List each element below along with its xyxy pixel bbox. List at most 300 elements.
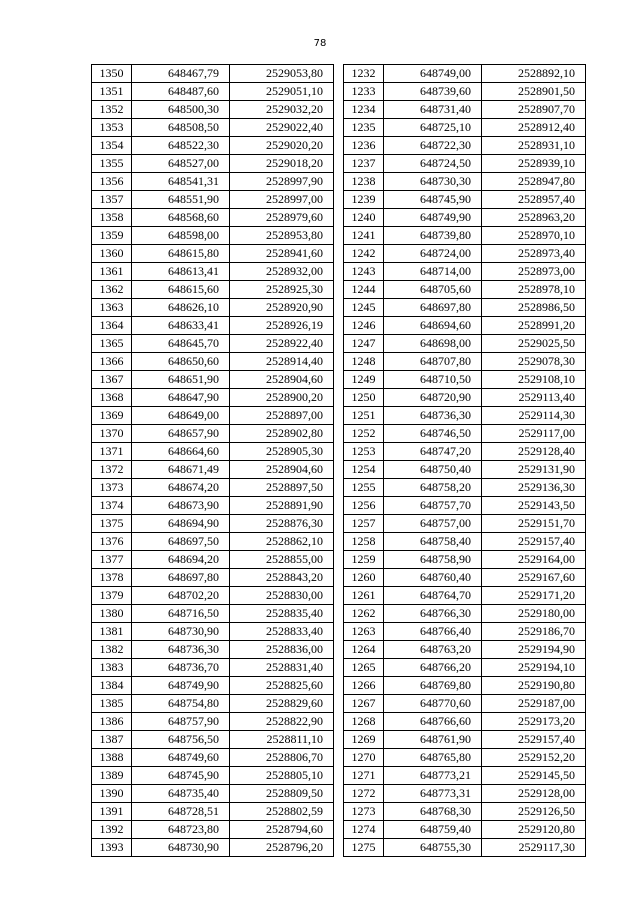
- x-coordinate-cell: 648739,80: [384, 227, 482, 245]
- y-coordinate-cell: 2529114,30: [482, 407, 586, 425]
- y-coordinate-cell: 2528809,50: [230, 785, 334, 803]
- coordinates-table-left: [91, 64, 334, 857]
- point-number-cell: 1239: [344, 191, 384, 209]
- x-coordinate-cell: 648649,00: [132, 407, 230, 425]
- point-number-cell: 1374: [92, 497, 132, 515]
- table-row: [92, 569, 334, 587]
- y-coordinate-cell: 2528855,00: [230, 551, 334, 569]
- table-row: [92, 497, 334, 515]
- x-coordinate-cell: 648725,10: [384, 119, 482, 137]
- y-coordinate-cell: 2528843,20: [230, 569, 334, 587]
- y-coordinate-cell: 2528892,10: [482, 65, 586, 83]
- y-coordinate-cell: 2528979,60: [230, 209, 334, 227]
- table-row: [344, 227, 586, 245]
- x-coordinate-cell: 648657,90: [132, 425, 230, 443]
- y-coordinate-cell: 2528805,10: [230, 767, 334, 785]
- table-row: [344, 497, 586, 515]
- y-coordinate-cell: 2528796,20: [230, 839, 334, 857]
- point-number-cell: 1272: [344, 785, 384, 803]
- x-coordinate-cell: 648650,60: [132, 353, 230, 371]
- x-coordinate-cell: 648694,60: [384, 317, 482, 335]
- y-coordinate-cell: 2529120,80: [482, 821, 586, 839]
- point-number-cell: 1386: [92, 713, 132, 731]
- y-coordinate-cell: 2528901,50: [482, 83, 586, 101]
- point-number-cell: 1370: [92, 425, 132, 443]
- x-coordinate-cell: 648745,90: [132, 767, 230, 785]
- table-row: [344, 173, 586, 191]
- point-number-cell: 1264: [344, 641, 384, 659]
- point-number-cell: 1368: [92, 389, 132, 407]
- table-row: [92, 659, 334, 677]
- table-row: [92, 83, 334, 101]
- y-coordinate-cell: 2528897,50: [230, 479, 334, 497]
- y-coordinate-cell: 2528932,00: [230, 263, 334, 281]
- point-number-cell: 1242: [344, 245, 384, 263]
- table-row: [92, 119, 334, 137]
- x-coordinate-cell: 648541,31: [132, 173, 230, 191]
- y-coordinate-cell: 2528891,90: [230, 497, 334, 515]
- table-row: [344, 839, 586, 857]
- point-number-cell: 1356: [92, 173, 132, 191]
- table-row: [344, 155, 586, 173]
- point-number-cell: 1362: [92, 281, 132, 299]
- point-number-cell: 1248: [344, 353, 384, 371]
- table-row: [92, 299, 334, 317]
- table-row: [92, 263, 334, 281]
- y-coordinate-cell: 2529145,50: [482, 767, 586, 785]
- x-coordinate-cell: 648749,90: [132, 677, 230, 695]
- point-number-cell: 1391: [92, 803, 132, 821]
- table-row: [344, 623, 586, 641]
- x-coordinate-cell: 648674,20: [132, 479, 230, 497]
- point-number-cell: 1266: [344, 677, 384, 695]
- point-number-cell: 1385: [92, 695, 132, 713]
- table-row: [344, 191, 586, 209]
- table-row: [344, 533, 586, 551]
- table-row: [344, 479, 586, 497]
- point-number-cell: 1372: [92, 461, 132, 479]
- point-number-cell: 1363: [92, 299, 132, 317]
- point-number-cell: 1384: [92, 677, 132, 695]
- table-row: [344, 821, 586, 839]
- table-row: [92, 713, 334, 731]
- point-number-cell: 1258: [344, 533, 384, 551]
- point-number-cell: 1255: [344, 479, 384, 497]
- point-number-cell: 1240: [344, 209, 384, 227]
- y-coordinate-cell: 2528953,80: [230, 227, 334, 245]
- point-number-cell: 1353: [92, 119, 132, 137]
- table-row: [92, 821, 334, 839]
- x-coordinate-cell: 648522,30: [132, 137, 230, 155]
- x-coordinate-cell: 648766,30: [384, 605, 482, 623]
- x-coordinate-cell: 648697,80: [132, 569, 230, 587]
- x-coordinate-cell: 648770,60: [384, 695, 482, 713]
- y-coordinate-cell: 2528831,40: [230, 659, 334, 677]
- y-coordinate-cell: 2529186,70: [482, 623, 586, 641]
- point-number-cell: 1275: [344, 839, 384, 857]
- table-row: [92, 551, 334, 569]
- x-coordinate-cell: 648757,70: [384, 497, 482, 515]
- point-number-cell: 1265: [344, 659, 384, 677]
- x-coordinate-cell: 648756,50: [132, 731, 230, 749]
- table-row: [344, 335, 586, 353]
- point-number-cell: 1259: [344, 551, 384, 569]
- table-row: [92, 281, 334, 299]
- point-number-cell: 1237: [344, 155, 384, 173]
- point-number-cell: 1364: [92, 317, 132, 335]
- x-coordinate-cell: 648759,40: [384, 821, 482, 839]
- x-coordinate-cell: 648773,21: [384, 767, 482, 785]
- table-row: [92, 731, 334, 749]
- table-row: [92, 767, 334, 785]
- y-coordinate-cell: 2528822,90: [230, 713, 334, 731]
- y-coordinate-cell: 2528900,20: [230, 389, 334, 407]
- table-row: [92, 785, 334, 803]
- x-coordinate-cell: 648613,41: [132, 263, 230, 281]
- y-coordinate-cell: 2528825,60: [230, 677, 334, 695]
- y-coordinate-cell: 2529143,50: [482, 497, 586, 515]
- y-coordinate-cell: 2528922,40: [230, 335, 334, 353]
- x-coordinate-cell: 648736,30: [384, 407, 482, 425]
- table-row: [344, 389, 586, 407]
- table-row: [92, 65, 334, 83]
- y-coordinate-cell: 2528876,30: [230, 515, 334, 533]
- x-coordinate-cell: 648671,49: [132, 461, 230, 479]
- y-coordinate-cell: 2529194,90: [482, 641, 586, 659]
- table-row: [92, 515, 334, 533]
- x-coordinate-cell: 648705,60: [384, 281, 482, 299]
- y-coordinate-cell: 2528806,70: [230, 749, 334, 767]
- x-coordinate-cell: 648724,00: [384, 245, 482, 263]
- y-coordinate-cell: 2528905,30: [230, 443, 334, 461]
- table-row: [344, 317, 586, 335]
- point-number-cell: 1271: [344, 767, 384, 785]
- point-number-cell: 1354: [92, 137, 132, 155]
- table-row: [344, 425, 586, 443]
- point-number-cell: 1262: [344, 605, 384, 623]
- x-coordinate-cell: 648664,60: [132, 443, 230, 461]
- x-coordinate-cell: 648755,30: [384, 839, 482, 857]
- point-number-cell: 1388: [92, 749, 132, 767]
- table-row: [92, 677, 334, 695]
- point-number-cell: 1236: [344, 137, 384, 155]
- y-coordinate-cell: 2528925,30: [230, 281, 334, 299]
- y-coordinate-cell: 2529113,40: [482, 389, 586, 407]
- table-row: [344, 209, 586, 227]
- point-number-cell: 1234: [344, 101, 384, 119]
- y-coordinate-cell: 2529053,80: [230, 65, 334, 83]
- y-coordinate-cell: 2529187,00: [482, 695, 586, 713]
- x-coordinate-cell: 648651,90: [132, 371, 230, 389]
- point-number-cell: 1377: [92, 551, 132, 569]
- table-row: [92, 335, 334, 353]
- y-coordinate-cell: 2528836,00: [230, 641, 334, 659]
- y-coordinate-cell: 2528862,10: [230, 533, 334, 551]
- y-coordinate-cell: 2528973,00: [482, 263, 586, 281]
- table-row: [344, 713, 586, 731]
- y-coordinate-cell: 2529025,50: [482, 335, 586, 353]
- x-coordinate-cell: 648615,80: [132, 245, 230, 263]
- y-coordinate-cell: 2528912,40: [482, 119, 586, 137]
- point-number-cell: 1367: [92, 371, 132, 389]
- x-coordinate-cell: 648702,20: [132, 587, 230, 605]
- point-number-cell: 1235: [344, 119, 384, 137]
- point-number-cell: 1241: [344, 227, 384, 245]
- point-number-cell: 1267: [344, 695, 384, 713]
- point-number-cell: 1351: [92, 83, 132, 101]
- x-coordinate-cell: 648730,30: [384, 173, 482, 191]
- y-coordinate-cell: 2528907,70: [482, 101, 586, 119]
- point-number-cell: 1238: [344, 173, 384, 191]
- table-row: [92, 191, 334, 209]
- y-coordinate-cell: 2528986,50: [482, 299, 586, 317]
- x-coordinate-cell: 648763,20: [384, 641, 482, 659]
- table-row: [92, 245, 334, 263]
- coordinates-table-right: [343, 64, 586, 857]
- point-number-cell: 1249: [344, 371, 384, 389]
- point-number-cell: 1360: [92, 245, 132, 263]
- point-number-cell: 1260: [344, 569, 384, 587]
- x-coordinate-cell: 648758,40: [384, 533, 482, 551]
- point-number-cell: 1352: [92, 101, 132, 119]
- table-row: [344, 461, 586, 479]
- point-number-cell: 1247: [344, 335, 384, 353]
- x-coordinate-cell: 648749,00: [384, 65, 482, 83]
- x-coordinate-cell: 648615,60: [132, 281, 230, 299]
- point-number-cell: 1371: [92, 443, 132, 461]
- table-row: [92, 101, 334, 119]
- y-coordinate-cell: 2529126,50: [482, 803, 586, 821]
- y-coordinate-cell: 2529128,40: [482, 443, 586, 461]
- table-row: [344, 443, 586, 461]
- table-row: [344, 371, 586, 389]
- table-row: [344, 659, 586, 677]
- point-number-cell: 1357: [92, 191, 132, 209]
- x-coordinate-cell: 648766,60: [384, 713, 482, 731]
- point-number-cell: 1393: [92, 839, 132, 857]
- table-row: [344, 587, 586, 605]
- point-number-cell: 1256: [344, 497, 384, 515]
- x-coordinate-cell: 648673,90: [132, 497, 230, 515]
- table-row: [92, 587, 334, 605]
- point-number-cell: 1273: [344, 803, 384, 821]
- point-number-cell: 1274: [344, 821, 384, 839]
- y-coordinate-cell: 2528970,10: [482, 227, 586, 245]
- table-row: [344, 695, 586, 713]
- table-row: [344, 353, 586, 371]
- x-coordinate-cell: 648739,60: [384, 83, 482, 101]
- y-coordinate-cell: 2528920,90: [230, 299, 334, 317]
- point-number-cell: 1263: [344, 623, 384, 641]
- table-row: [344, 65, 586, 83]
- x-coordinate-cell: 648707,80: [384, 353, 482, 371]
- point-number-cell: 1365: [92, 335, 132, 353]
- point-number-cell: 1380: [92, 605, 132, 623]
- point-number-cell: 1254: [344, 461, 384, 479]
- x-coordinate-cell: 648736,30: [132, 641, 230, 659]
- x-coordinate-cell: 648735,40: [132, 785, 230, 803]
- x-coordinate-cell: 648736,70: [132, 659, 230, 677]
- y-coordinate-cell: 2529157,40: [482, 533, 586, 551]
- y-coordinate-cell: 2528794,60: [230, 821, 334, 839]
- point-number-cell: 1355: [92, 155, 132, 173]
- y-coordinate-cell: 2529136,30: [482, 479, 586, 497]
- point-number-cell: 1390: [92, 785, 132, 803]
- y-coordinate-cell: 2529152,20: [482, 749, 586, 767]
- x-coordinate-cell: 648551,90: [132, 191, 230, 209]
- table-row: [92, 407, 334, 425]
- x-coordinate-cell: 648487,60: [132, 83, 230, 101]
- table-row: [92, 155, 334, 173]
- table-row: [92, 461, 334, 479]
- point-number-cell: 1245: [344, 299, 384, 317]
- point-number-cell: 1369: [92, 407, 132, 425]
- x-coordinate-cell: 648769,80: [384, 677, 482, 695]
- x-coordinate-cell: 648694,20: [132, 551, 230, 569]
- y-coordinate-cell: 2529108,10: [482, 371, 586, 389]
- point-number-cell: 1376: [92, 533, 132, 551]
- y-coordinate-cell: 2528904,60: [230, 461, 334, 479]
- table-body: [344, 65, 586, 857]
- x-coordinate-cell: 648698,00: [384, 335, 482, 353]
- x-coordinate-cell: 648714,00: [384, 263, 482, 281]
- table-row: [344, 569, 586, 587]
- x-coordinate-cell: 648754,80: [132, 695, 230, 713]
- point-number-cell: 1392: [92, 821, 132, 839]
- table-row: [92, 227, 334, 245]
- y-coordinate-cell: 2529190,80: [482, 677, 586, 695]
- x-coordinate-cell: 648761,90: [384, 731, 482, 749]
- y-coordinate-cell: 2528829,60: [230, 695, 334, 713]
- x-coordinate-cell: 648758,90: [384, 551, 482, 569]
- y-coordinate-cell: 2529032,20: [230, 101, 334, 119]
- y-coordinate-cell: 2529117,30: [482, 839, 586, 857]
- table-row: [92, 533, 334, 551]
- point-number-cell: 1375: [92, 515, 132, 533]
- y-coordinate-cell: 2529151,70: [482, 515, 586, 533]
- table-row: [92, 443, 334, 461]
- x-coordinate-cell: 648598,00: [132, 227, 230, 245]
- table-row: [344, 641, 586, 659]
- table-row: [344, 551, 586, 569]
- y-coordinate-cell: 2528833,40: [230, 623, 334, 641]
- x-coordinate-cell: 648723,80: [132, 821, 230, 839]
- y-coordinate-cell: 2529180,00: [482, 605, 586, 623]
- point-number-cell: 1232: [344, 65, 384, 83]
- y-coordinate-cell: 2529128,00: [482, 785, 586, 803]
- y-coordinate-cell: 2528939,10: [482, 155, 586, 173]
- table-row: [344, 803, 586, 821]
- y-coordinate-cell: 2528941,60: [230, 245, 334, 263]
- x-coordinate-cell: 648508,50: [132, 119, 230, 137]
- table-row: [92, 803, 334, 821]
- x-coordinate-cell: 648697,80: [384, 299, 482, 317]
- y-coordinate-cell: 2528978,10: [482, 281, 586, 299]
- y-coordinate-cell: 2528904,60: [230, 371, 334, 389]
- table-row: [92, 479, 334, 497]
- table-row: [344, 245, 586, 263]
- x-coordinate-cell: 648757,90: [132, 713, 230, 731]
- table-row: [344, 731, 586, 749]
- point-number-cell: 1233: [344, 83, 384, 101]
- y-coordinate-cell: 2528957,40: [482, 191, 586, 209]
- y-coordinate-cell: 2528802,59: [230, 803, 334, 821]
- table-row: [92, 173, 334, 191]
- x-coordinate-cell: 648694,90: [132, 515, 230, 533]
- x-coordinate-cell: 648747,20: [384, 443, 482, 461]
- y-coordinate-cell: 2529194,10: [482, 659, 586, 677]
- x-coordinate-cell: 648768,30: [384, 803, 482, 821]
- y-coordinate-cell: 2529051,10: [230, 83, 334, 101]
- x-coordinate-cell: 648633,41: [132, 317, 230, 335]
- page-number: 78: [313, 38, 327, 49]
- point-number-cell: 1261: [344, 587, 384, 605]
- x-coordinate-cell: 648722,30: [384, 137, 482, 155]
- x-coordinate-cell: 648749,60: [132, 749, 230, 767]
- y-coordinate-cell: 2529078,30: [482, 353, 586, 371]
- y-coordinate-cell: 2528947,80: [482, 173, 586, 191]
- table-row: [92, 389, 334, 407]
- table-row: [344, 407, 586, 425]
- x-coordinate-cell: 648500,30: [132, 101, 230, 119]
- point-number-cell: 1350: [92, 65, 132, 83]
- y-coordinate-cell: 2529117,00: [482, 425, 586, 443]
- table-row: [92, 317, 334, 335]
- x-coordinate-cell: 648716,50: [132, 605, 230, 623]
- table-row: [344, 119, 586, 137]
- point-number-cell: 1270: [344, 749, 384, 767]
- table-row: [344, 767, 586, 785]
- x-coordinate-cell: 648757,00: [384, 515, 482, 533]
- x-coordinate-cell: 648467,79: [132, 65, 230, 83]
- point-number-cell: 1379: [92, 587, 132, 605]
- table-row: [92, 353, 334, 371]
- x-coordinate-cell: 648728,51: [132, 803, 230, 821]
- y-coordinate-cell: 2528991,20: [482, 317, 586, 335]
- y-coordinate-cell: 2528997,00: [230, 191, 334, 209]
- point-number-cell: 1243: [344, 263, 384, 281]
- table-row: [92, 425, 334, 443]
- x-coordinate-cell: 648765,80: [384, 749, 482, 767]
- x-coordinate-cell: 648766,40: [384, 623, 482, 641]
- x-coordinate-cell: 648710,50: [384, 371, 482, 389]
- x-coordinate-cell: 648626,10: [132, 299, 230, 317]
- x-coordinate-cell: 648745,90: [384, 191, 482, 209]
- x-coordinate-cell: 648720,90: [384, 389, 482, 407]
- y-coordinate-cell: 2529018,20: [230, 155, 334, 173]
- y-coordinate-cell: 2529131,90: [482, 461, 586, 479]
- x-coordinate-cell: 648758,20: [384, 479, 482, 497]
- y-coordinate-cell: 2528811,10: [230, 731, 334, 749]
- x-coordinate-cell: 648773,31: [384, 785, 482, 803]
- table-row: [344, 281, 586, 299]
- table-row: [344, 101, 586, 119]
- x-coordinate-cell: 648746,50: [384, 425, 482, 443]
- x-coordinate-cell: 648730,90: [132, 839, 230, 857]
- table-body: [92, 65, 334, 857]
- table-row: [92, 209, 334, 227]
- table-row: [92, 641, 334, 659]
- x-coordinate-cell: 648749,90: [384, 209, 482, 227]
- y-coordinate-cell: 2528997,90: [230, 173, 334, 191]
- y-coordinate-cell: 2529157,40: [482, 731, 586, 749]
- point-number-cell: 1257: [344, 515, 384, 533]
- table-row: [92, 695, 334, 713]
- x-coordinate-cell: 648750,40: [384, 461, 482, 479]
- point-number-cell: 1244: [344, 281, 384, 299]
- y-coordinate-cell: 2528835,40: [230, 605, 334, 623]
- x-coordinate-cell: 648568,60: [132, 209, 230, 227]
